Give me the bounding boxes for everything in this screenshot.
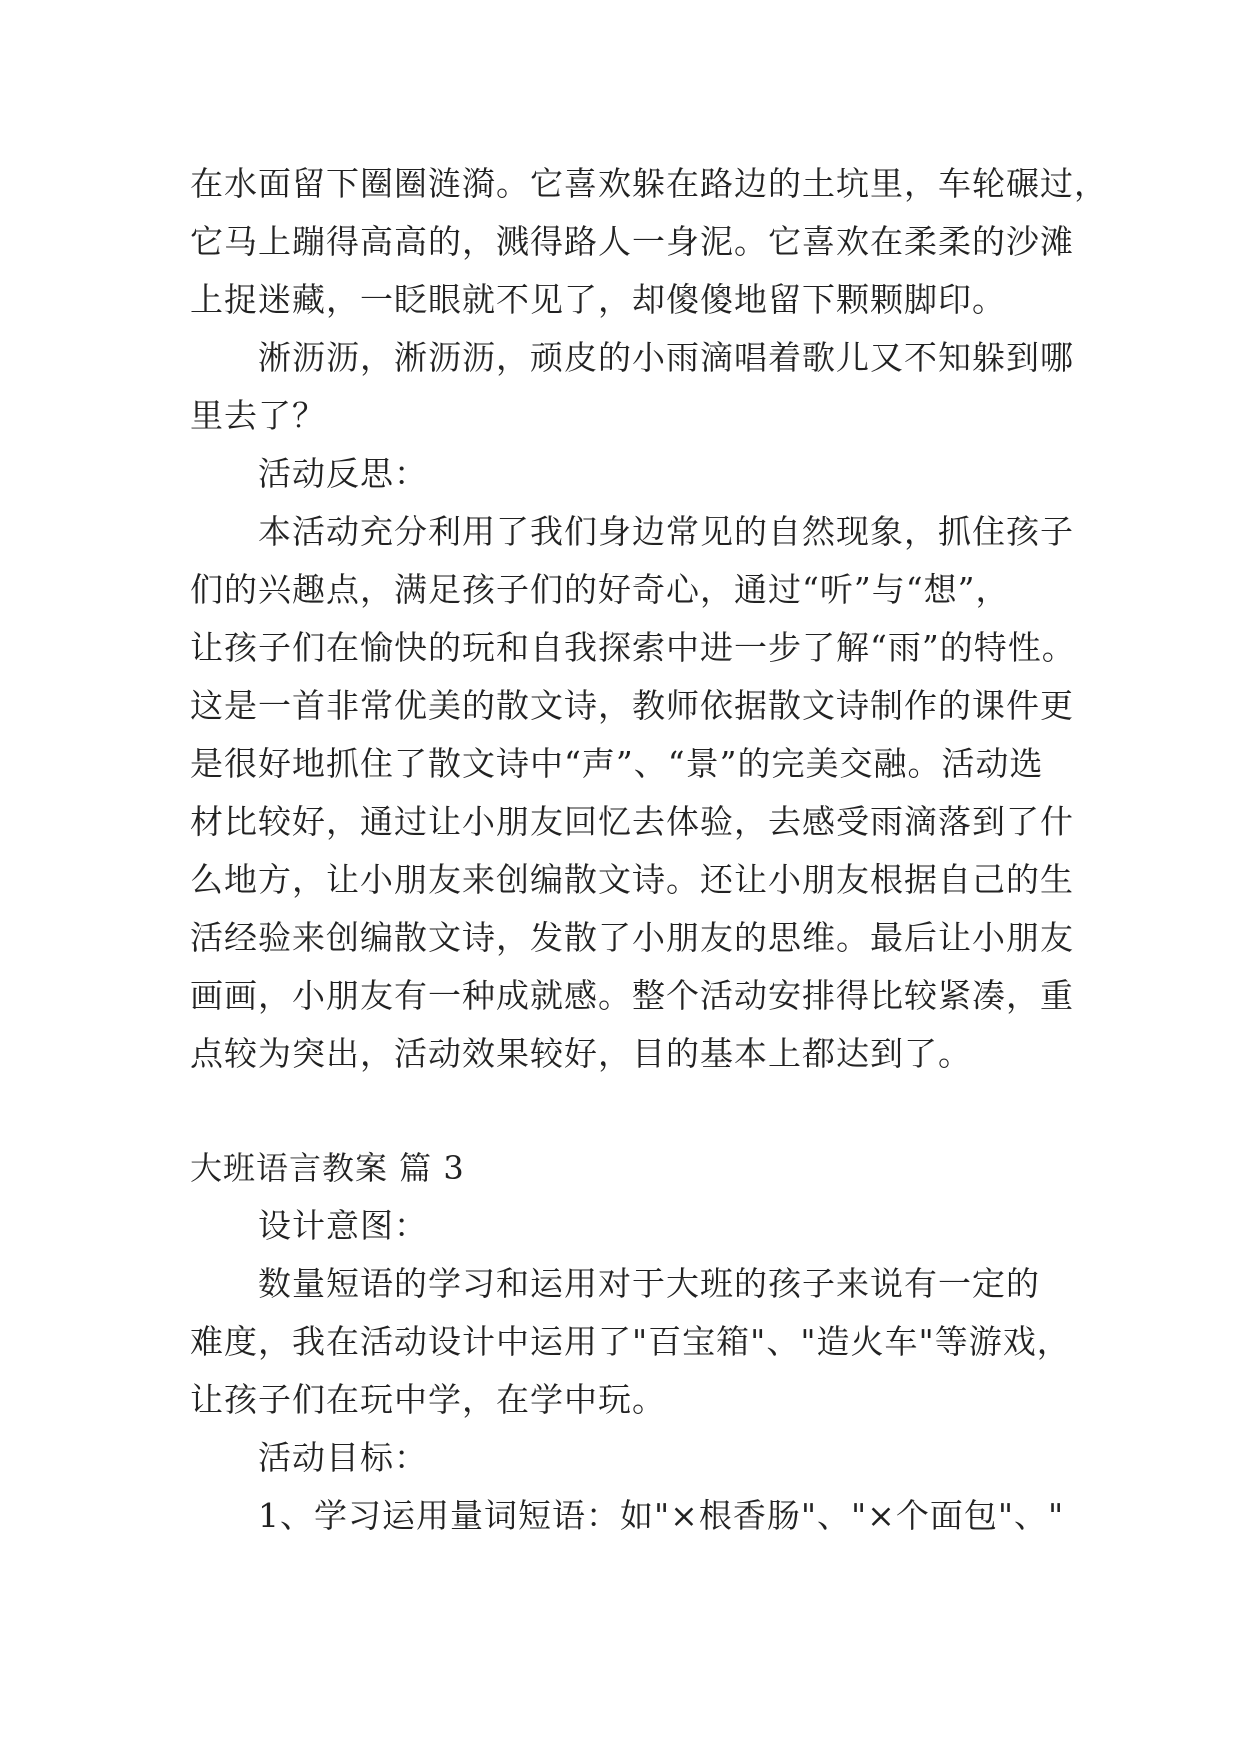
body-text-line: 材比较好，通过让小朋友回忆去体验，去感受雨滴落到了什 (190, 802, 1074, 841)
body-text-line: 么地方，让小朋友来创编散文诗。还让小朋友根据自己的生 (190, 860, 1074, 899)
body-text-line: 画画，小朋友有一种成就感。整个活动安排得比较紧凑，重 (190, 976, 1074, 1015)
body-text-line: 是很好地抓住了散文诗中“声”、“景”的完美交融。活动选 (190, 744, 1044, 783)
subheading-design-intent: 设计意图： (258, 1206, 428, 1245)
subheading-activity-goals: 活动目标： (258, 1438, 428, 1477)
body-text-line: 让孩子们在玩中学，在学中玩。 (190, 1380, 666, 1419)
body-text-line: 它马上蹦得高高的，溅得路人一身泥。它喜欢在柔柔的沙滩 (190, 222, 1074, 261)
body-text-line: 活经验来创编散文诗，发散了小朋友的思维。最后让小朋友 (190, 918, 1074, 957)
body-text-line: 这是一首非常优美的散文诗，教师依据散文诗制作的课件更 (190, 686, 1074, 725)
body-text-line: 让孩子们在愉快的玩和自我探索中进一步了解“雨”的特性。 (190, 628, 1076, 667)
body-text-line: 上捉迷藏，一眨眼就不见了，却傻傻地留下颗颗脚印。 (190, 280, 1006, 319)
body-text-line: 本活动充分利用了我们身边常见的自然现象，抓住孩子 (258, 512, 1074, 551)
list-item: 1、学习运用量词短语：如"×根香肠"、"×个面包"、" (258, 1496, 1065, 1535)
body-text-line: 点较为突出，活动效果较好，目的基本上都达到了。 (190, 1034, 972, 1073)
body-text-line: 里去了？ (190, 396, 326, 435)
body-text-line: 在水面留下圈圈涟漪。它喜欢躲在路边的土坑里，车轮碾过， (190, 164, 1108, 203)
section-heading: 大班语言教案 篇 3 (190, 1149, 465, 1187)
body-text-line: 们的兴趣点，满足孩子们的好奇心，通过“听”与“想”， (190, 570, 1010, 609)
body-text-line: 淅沥沥，淅沥沥，顽皮的小雨滴唱着歌儿又不知躲到哪 (258, 338, 1074, 377)
body-text-line: 难度，我在活动设计中运用了"百宝箱"、"造火车"等游戏， (190, 1322, 1071, 1361)
body-text-line: 数量短语的学习和运用对于大班的孩子来说有一定的 (258, 1264, 1040, 1303)
subheading-reflection: 活动反思： (258, 454, 428, 493)
